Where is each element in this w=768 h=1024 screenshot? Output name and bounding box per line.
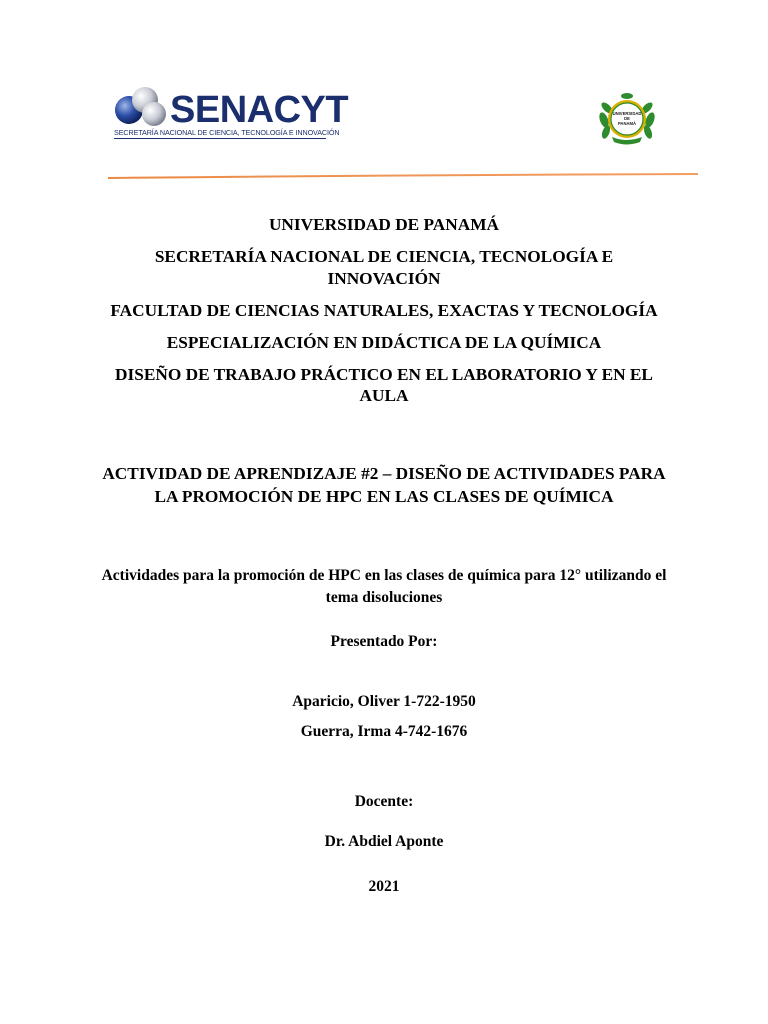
svg-text:SENACYT: SENACYT [170,89,349,131]
author-1: Aparicio, Oliver 1-722-1950 [292,693,476,710]
title-university: UNIVERSIDAD DE PANAMÁ [268,215,500,234]
teacher-name: Dr. Abdiel Aponte [324,833,444,850]
title-block [110,214,658,417]
university-seal [596,90,658,148]
senacyt-tagline: SECRETARÍA NACIONAL DE CIENCIA, TECNOLOGÍA E INNOVACIÓN [114,128,340,137]
author-2: Guerra, Irma 4-742-1676 [300,723,468,740]
teacher-label: Docente: [354,793,414,810]
header-divider [108,170,698,180]
university-seal-icon [596,90,658,148]
title-secretariat: SECRETARÍA NACIONAL DE CIENCIA, TECNOLOGÍA E INNOVACIÓN [154,247,614,288]
senacyt-spheres-icon [112,84,349,131]
senacyt-logo [112,84,349,144]
presented-by-label: Presentado Por: [330,633,438,650]
activity-title: ACTIVIDAD DE APRENDIZAJE #2 – DISEÑO DE ACTIVIDADES PARA LA PROMOCIÓN DE HPC EN LAS CLASES DE QUÍMICA [102,464,666,506]
title-specialization: ESPECIALIZACIÓN EN DIDÁCTICA DE LA QUÍMICA [166,332,602,352]
document-subtitle: Actividades para la promoción de HPC en las clases de química para 12° utilizando el tema disoluciones [101,567,667,606]
svg-text:DE: DE [624,116,630,121]
document-year: 2021 [368,878,400,895]
title-course: DISEÑO DE TRABAJO PRÁCTICO EN EL LABORATORIO Y EN EL AULA [115,364,653,405]
svg-text:UNIVERSIDAD: UNIVERSIDAD [612,111,642,116]
svg-text:PANAMÁ: PANAMÁ [617,121,637,126]
title-faculty: FACULTAD DE CIENCIAS NATURALES, EXACTAS Y TECNOLOGÍA [110,300,658,320]
